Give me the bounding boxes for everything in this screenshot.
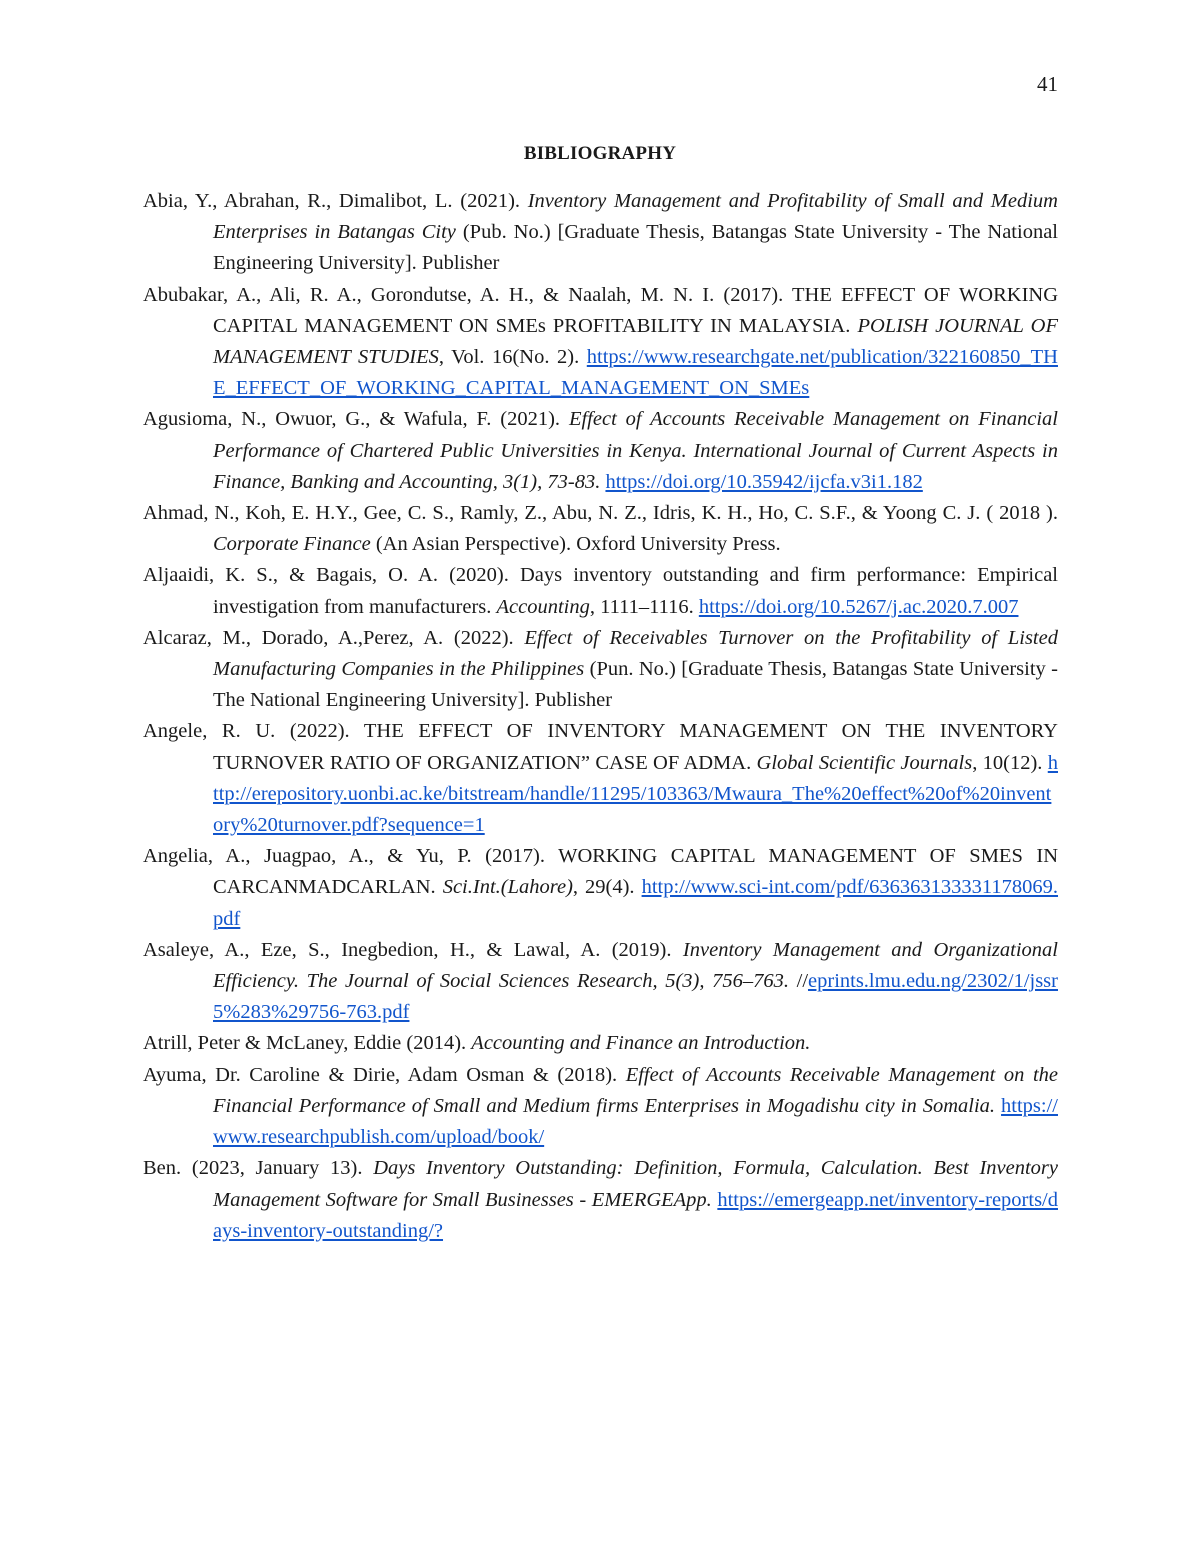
- reference-entry: [143, 280, 1058, 405]
- reference-details: , 10(12).: [972, 751, 1048, 774]
- reference-list: [143, 186, 1058, 1247]
- reference-authors: Angele, R. U. (2022). THE EFFECT OF INVENTORY MANAGEMENT ON THE INVENTORY TURNOVER RATIO OF ORGANIZATION” CASE OF ADMA.: [143, 720, 1058, 774]
- reference-link[interactable]: https://doi.org/10.5267/j.ac.2020.7.007: [698, 595, 1019, 618]
- reference-authors: Asaleye, A., Eze, S., Inegbedion, H., & Lawal, A. (2019).: [143, 938, 683, 961]
- reference-authors: Abia, Y., Abrahan, R., Dimalibot, L. (2021).: [143, 190, 528, 212]
- reference-entry: [143, 935, 1058, 1029]
- reference-authors: Agusioma, N., Owuor, G., & Wafula, F. (2021).: [143, 408, 569, 431]
- reference-authors: Ben. (2023, January 13).: [143, 1157, 374, 1180]
- reference-details: (Pub. No.) [Graduate Thesis, Batangas State University - The National Engineering University]. Publisher: [213, 221, 1058, 275]
- reference-details: , Vol. 16(No. 2).: [438, 346, 587, 369]
- reference-entry: [143, 841, 1058, 935]
- reference-authors: Aljaaidi, K. S., & Bagais, O. A. (2020). Days inventory outstanding and firm performance: Empirical investigation from manufacturers.: [143, 564, 1058, 618]
- reference-title: POLISH JOURNAL OF MANAGEMENT STUDIES: [213, 314, 1058, 369]
- reference-entry: [143, 404, 1058, 498]
- reference-link[interactable]: eprints.lmu.edu.ng/2302/1/jssr5%283%29756-763.pdf: [213, 970, 1058, 1024]
- reference-title: Inventory Management and Profitability of Small and Medium Enterprises in Batangas City: [213, 190, 1058, 244]
- reference-entry: [143, 623, 1058, 717]
- reference-authors: Ayuma, Dr. Caroline & Dirie, Adam Osman & (2018).: [143, 1063, 626, 1086]
- reference-details: //: [789, 970, 809, 993]
- reference-details: (An Asian Perspective). Oxford University Press.: [370, 533, 781, 556]
- reference-title: Corporate Finance: [213, 533, 371, 556]
- reference-title: Effect of Receivables Turnover on the Profitability of Listed Manufacturing Companies in the Philippines: [213, 626, 1058, 681]
- reference-link[interactable]: https://www.researchpublish.com/upload/book/: [213, 1094, 1058, 1149]
- reference-entry: [143, 1153, 1058, 1247]
- reference-entry: [143, 1028, 1058, 1059]
- reference-link[interactable]: https://emergeapp.net/inventory-reports/days-inventory-outstanding/?: [213, 1188, 1058, 1242]
- reference-details: , 1111–1116.: [589, 595, 699, 618]
- reference-title: Global Scientific Journals: [756, 751, 973, 774]
- reference-entry: [143, 716, 1058, 841]
- reference-link[interactable]: http://www.sci-int.com/pdf/636363133331178069.pdf: [213, 876, 1059, 930]
- reference-link[interactable]: https://doi.org/10.35942/ijcfa.v3i1.182: [605, 470, 923, 493]
- reference-authors: Alcaraz, M., Dorado, A.,Perez, A. (2022).: [143, 626, 525, 649]
- reference-entry: [143, 1060, 1058, 1154]
- reference-entry: [143, 560, 1058, 622]
- reference-title: Accounting: [496, 595, 590, 618]
- reference-title: Days Inventory Outstanding: Definition, Formula, Calculation. Best Inventory Management Software for Small Businesses - EMERGEApp.: [213, 1157, 1058, 1211]
- reference-title: Inventory Management and Organizational Efficiency. The Journal of Social Sciences Research, 5(3), 756–763.: [213, 938, 1058, 993]
- reference-authors: Ahmad, N., Koh, E. H.Y., Gee, C. S., Ramly, Z., Abu, N. Z., Idris, K. H., Ho, C. S.F., & Yoong C. J. ( 2018 ).: [143, 502, 1058, 525]
- reference-details: (Pun. No.) [Graduate Thesis, Batangas State University - The National Engineering University]. Publisher: [213, 658, 1058, 712]
- reference-authors: Abubakar, A., Ali, R. A., Gorondutse, A. H., & Naalah, M. N. I. (2017). THE EFFECT OF WORKING CAPITAL MANAGEMENT ON SMEs PROFITABILITY IN MALAYSIA.: [143, 283, 1058, 337]
- reference-details: , 29(4).: [572, 876, 642, 899]
- reference-link[interactable]: http://erepository.uonbi.ac.ke/bitstream/handle/11295/103363/Mwaura_The%20effect%20of%20inventory%20turnover.pdf?sequence=1: [213, 751, 1058, 837]
- reference-authors: Angelia, A., Juagpao, A., & Yu, P. (2017). WORKING CAPITAL MANAGEMENT OF SMES IN CARCANMADCARLAN.: [143, 845, 1058, 899]
- reference-entry: [143, 186, 1058, 280]
- reference-title: Sci.Int.(Lahore): [442, 876, 573, 899]
- reference-link[interactable]: https://www.researchgate.net/publication/322160850_THE_EFFECT_OF_WORKING_CAPITAL_MANAGEMENT_ON_SMEs: [213, 346, 1058, 400]
- reference-title: Effect of Accounts Receivable Management on Financial Performance of Chartered Public Universities in Kenya. International Journal of Current Aspects in Finance, Banking and Accounting, 3(1), 73-83.: [213, 408, 1058, 493]
- page-number: 41: [1037, 72, 1058, 96]
- page-title: BIBLIOGRAPHY: [523, 143, 677, 164]
- reference-entry: [143, 498, 1058, 560]
- reference-title: Effect of Accounts Receivable Management on the Financial Performance of Small and Medium firms Enterprises in Mogadishu city in Somalia.: [213, 1063, 1058, 1117]
- reference-title: Accounting and Finance an Introduction.: [471, 1032, 811, 1055]
- reference-authors: Atrill, Peter & McLaney, Eddie (2014).: [143, 1032, 472, 1055]
